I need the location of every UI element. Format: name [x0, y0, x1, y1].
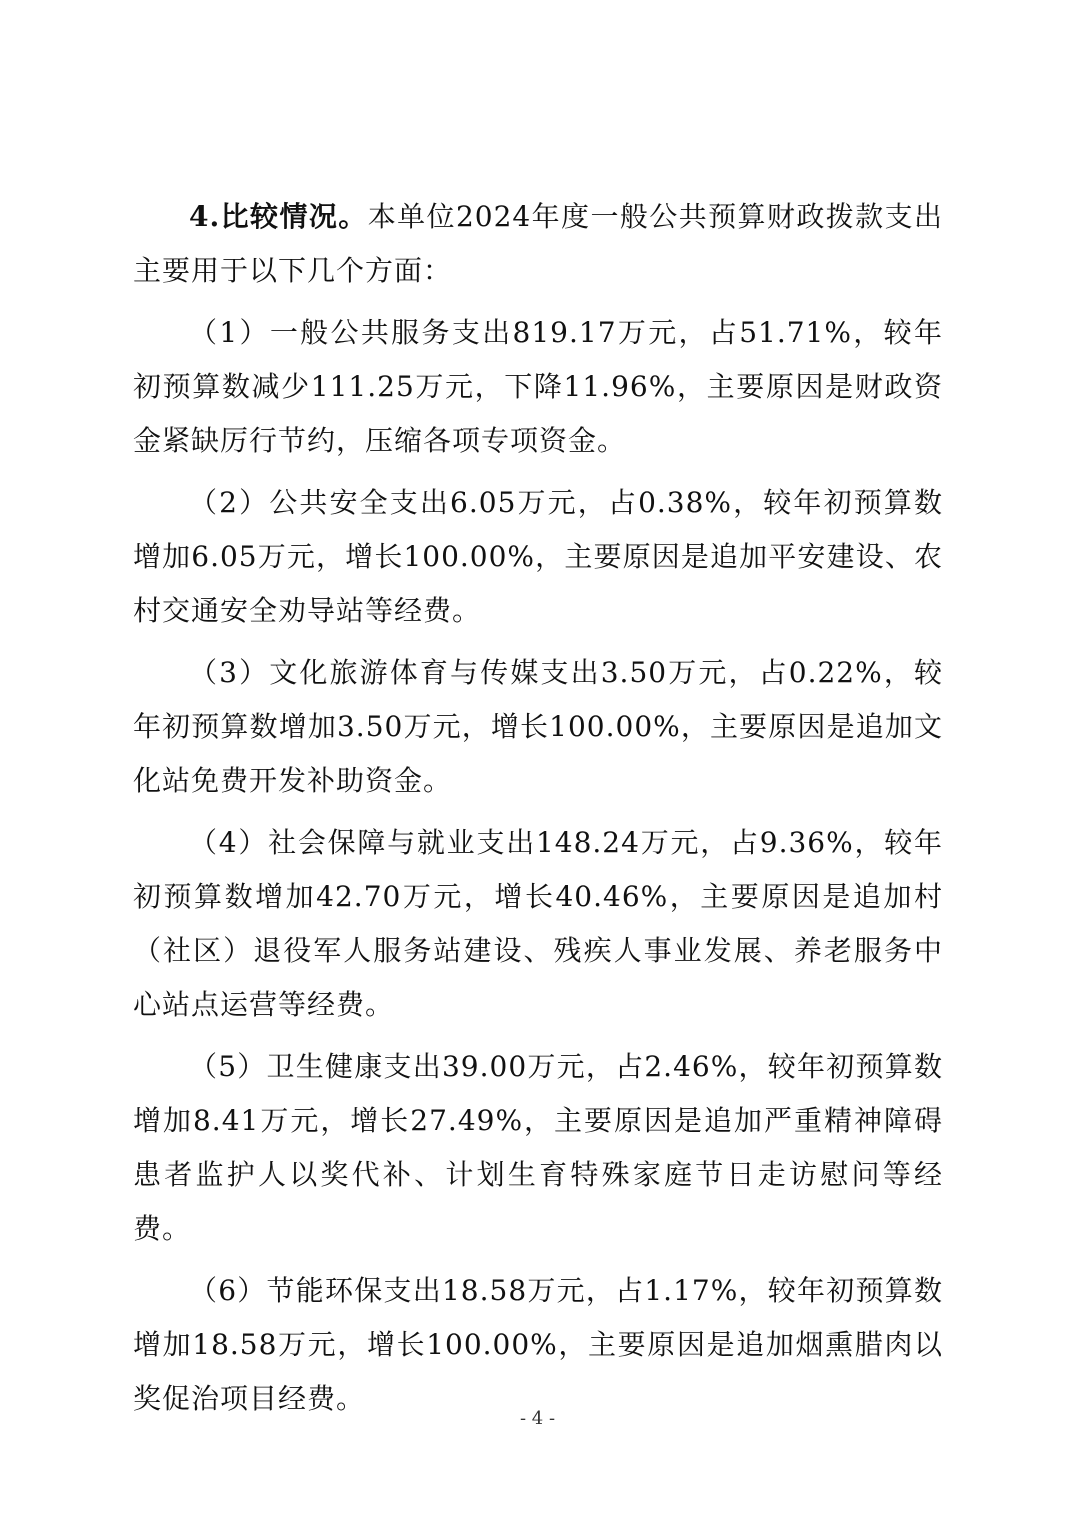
item-paragraph-1: （1）一般公共服务支出819.17万元，占51.71%，较年初预算数减少111.25万元，下降11.96%，主要原因是财政资金紧缺厉行节约，压缩各项专项资金。	[133, 316, 943, 457]
item-paragraph-5: （5）卫生健康支出39.00万元，占2.46%，较年初预算数增加8.41万元，增长27.49%，主要原因是追加严重精神障碍患者监护人以奖代补、计划生育特殊家庭节日走访慰问等经费。	[133, 1050, 943, 1245]
intro-paragraph	[133, 190, 943, 298]
item-paragraph-2: （2）公共安全支出6.05万元，占0.38%，较年初预算数增加6.05万元，增长100.00%，主要原因是追加平安建设、农村交通安全劝导站等经费。	[133, 486, 943, 627]
item-paragraph-3: （3）文化旅游体育与传媒支出3.50万元，占0.22%，较年初预算数增加3.50万元，增长100.00%，主要原因是追加文化站免费开发补助资金。	[133, 656, 943, 797]
intro-text: 本单位2024年度一般公共预算财政拨款支出主要用于以下几个方面：	[133, 200, 944, 287]
document-body	[133, 190, 943, 1434]
item-paragraph-4: （4）社会保障与就业支出148.24万元，占9.36%，较年初预算数增加42.70万元，增长40.46%，主要原因是追加村（社区）退役军人服务站建设、残疾人事业发展、养老服务中心站点运营等经费。	[133, 826, 943, 1021]
page-number: - 4 -	[519, 1408, 556, 1429]
section-heading: 4.比较情况。	[189, 200, 368, 233]
item-paragraph-6: （6）节能环保支出18.58万元，占1.17%，较年初预算数增加18.58万元，增长100.00%，主要原因是追加烟熏腊肉以奖促治项目经费。	[133, 1274, 943, 1415]
